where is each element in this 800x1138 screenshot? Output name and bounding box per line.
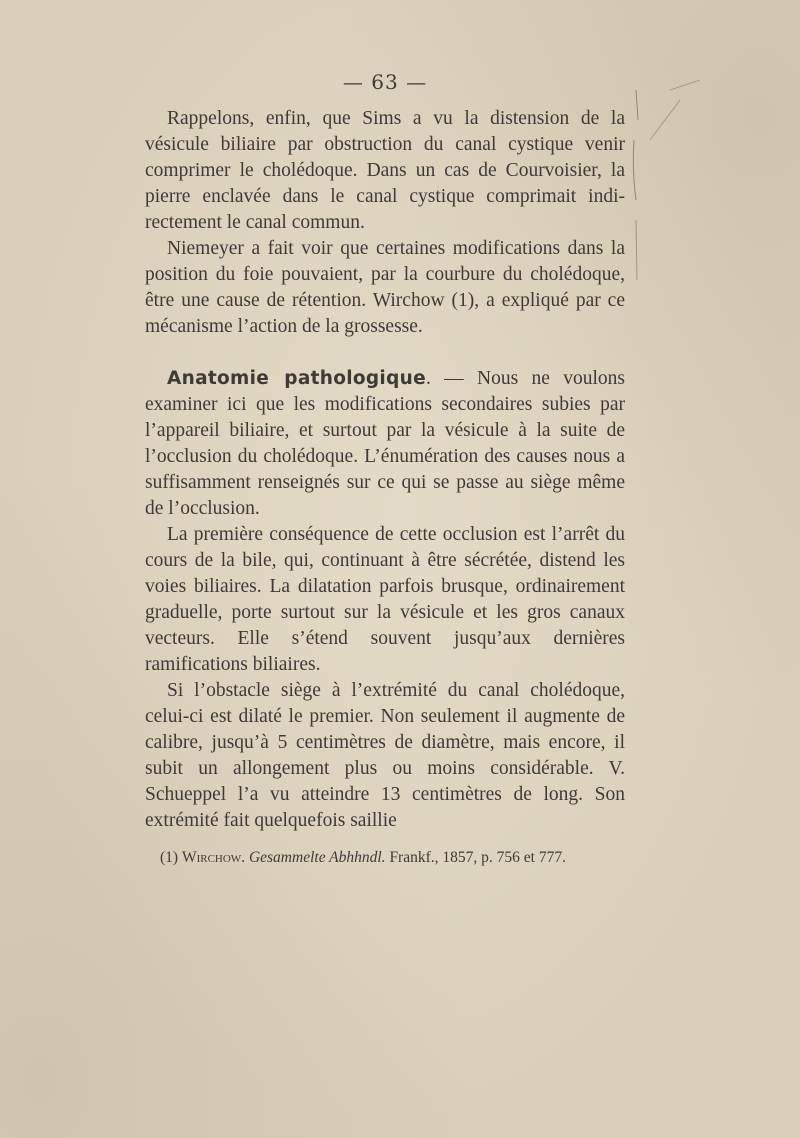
page-number: — 63 — [342,70,428,94]
paragraph-4: Si l’obstacle siège à l’extrémité du canal cholédoque, celui-ci est dilaté le premier. Non seulement il augmente de calibre, jusqu’à 5 centimètres de diamètre, mais encore, il subit un allongement plus ou moins considérable. V. Schueppel l’a vu atteindre 13 centimètres de long. Son extrémité fait quelquefois saillie [145,680,625,831]
footnote-marker: (1) [160,849,179,866]
paragraph-2: Niemeyer a fait voir que certaines modifications dans la position du foie pouvaient, par la courbure du cholédoque, être une cause de rétention. Wirchow (1), a expliqué par ce mécanisme l’action de la grossesse. [145,238,625,337]
section-heading: Anatomie pathologique [167,368,426,389]
footnote: (1) Wirchow. Gesammelte Abhhndl. Frankf., 1857, p. 756 et 777. [160,849,566,866]
section-paragraph [145,366,625,522]
pencil-margin-marks [630,80,710,320]
section-text: . — Nous ne voulons examiner ici que les modifications secondaires subies par l’appareil biliaire, et surtout par la vésicule à la suite de l’occlusion du cholédoque. L’énumération des causes nous a suffisamment renseignés sur ce qui se passe au siège même de l’occlusion. [145,368,625,519]
footnote-work: Gesammelte Abhhndl. [248,849,386,866]
footnote-details: Frankf., 1857, p. 756 et 777. [389,849,566,866]
paragraph-1: Rappelons, enfin, que Sims a vu la distension de la vésicule biliaire par obstruction du canal cystique venir comprimer le cholédoque. Dans un cas de Courvoisier, la pierre enclavée dans le canal cystique comprimait indirectement le canal commun. [145,108,625,233]
footnote-author: Wirchow [181,849,242,866]
paragraph-3: La première conséquence de cette occlusion est l’arrêt du cours de la bile, qui, continuant à être sécrétée, distend les voies biliaires. La dilatation parfois brusque, ordinairement graduelle, porte surtout sur la vésicule et les gros canaux vecteurs. Elle s’étend souvent jusqu’aux dernières ramifications biliaires. [145,524,625,675]
main-text [145,106,625,834]
